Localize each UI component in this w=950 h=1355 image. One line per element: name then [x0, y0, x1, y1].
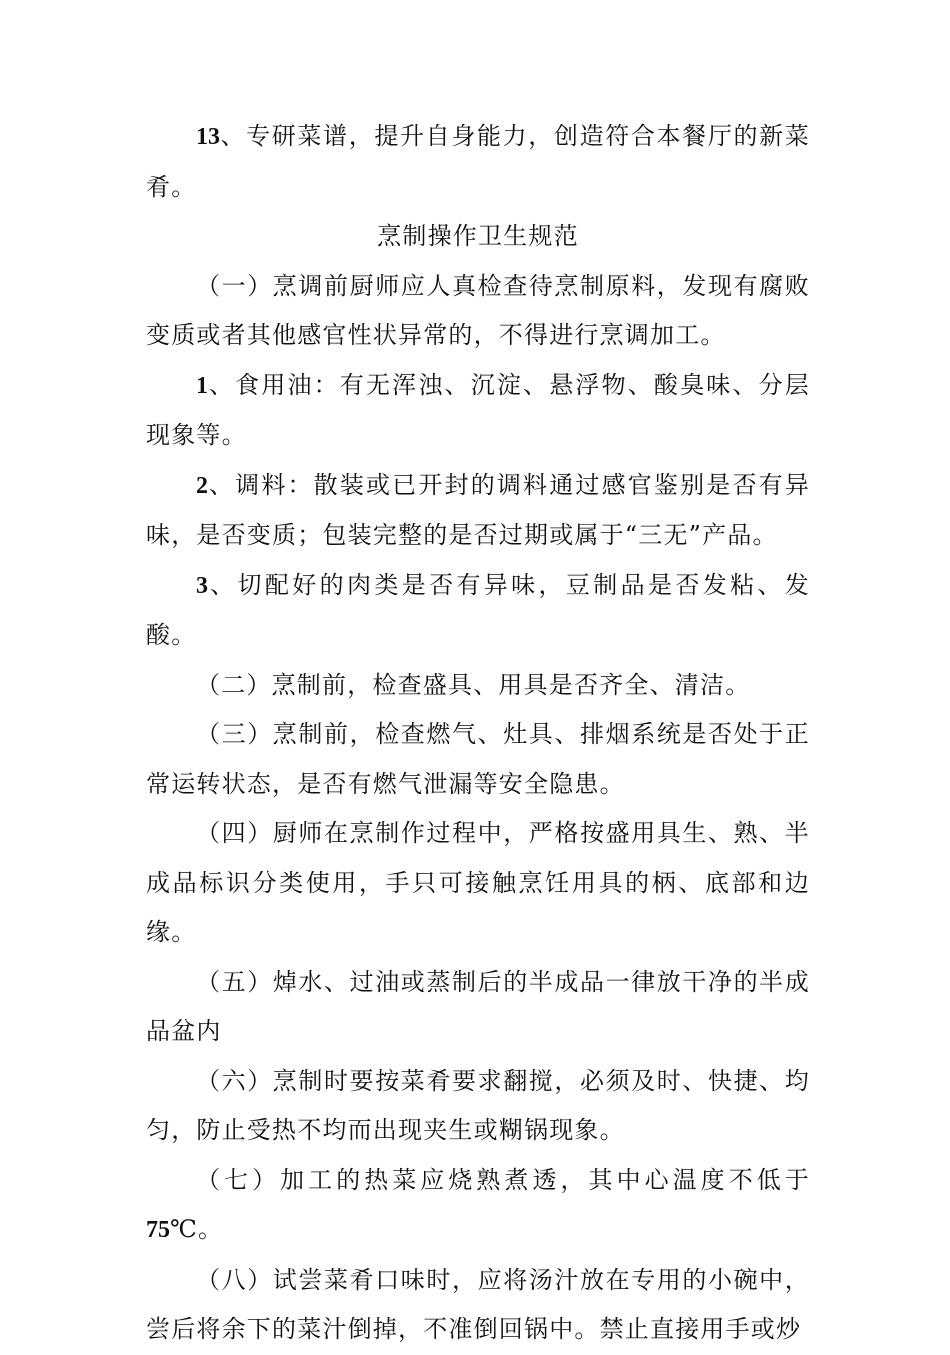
item-text: 、专研菜谱，提升自身能力，创造符合本餐厅的新菜肴。 — [146, 122, 810, 201]
item-text: 、食用油：有无浑浊、沉淀、悬浮物、酸臭味、分层现象等。 — [146, 370, 810, 449]
paragraph-4: （四）厨师在烹制作过程中，严格按盛用具生、熟、半成品标识分类使用，手只可接触烹饪用具的柄、底部和边缘。 — [146, 819, 810, 946]
paragraph-3: （三）烹制前，检查燃气、灶具、排烟系统是否处于正常运转状态，是否有燃气泄漏等安全隐患。 — [146, 720, 810, 798]
paragraph-5: （五）焯水、过油或蒸制后的半成品一律放干净的半成品盆内 — [146, 967, 810, 1045]
paragraph-2: （二）烹制前，检查盛具、用具是否齐全、清洁。 — [196, 670, 751, 699]
item-2 — [146, 461, 810, 561]
temperature-value: 75 — [146, 1217, 170, 1243]
paragraph-8: （八）试尝菜肴口味时，应将汤汁放在专用的小碗中，尝后将余下的菜汁倒掉，不准倒回锅中。禁止直接用手或炒 — [146, 1265, 810, 1343]
item-13 — [146, 112, 810, 212]
paragraph-7 — [146, 1156, 810, 1256]
temperature-unit: ℃。 — [170, 1215, 224, 1243]
item-number: 1 — [196, 372, 208, 399]
item-number: 3 — [196, 572, 208, 599]
paragraph-6: （六）烹制时要按菜肴要求翻搅，必须及时、快捷、均匀，防止受热不均而出现夹生或糊锅现象。 — [146, 1066, 810, 1144]
item-number: 2 — [196, 472, 208, 499]
section-heading: 烹制操作卫生规范 — [377, 222, 579, 250]
item-text: 、切配好的肉类是否有异味，豆制品是否发粘、发酸。 — [146, 570, 810, 649]
item-text: 、调料：散装或已开封的调料通过感官鉴别是否有异味，是否变质；包装完整的是否过期或属于“三无”产品。 — [146, 470, 810, 549]
item-1 — [146, 361, 810, 461]
paragraph-1: （一）烹调前厨师应人真检查待烹制原料，发现有腐败变质或者其他感官性状异常的，不得进行烹调加工。 — [146, 271, 810, 349]
paragraph-text: （七）加工的热菜应烧熟煮透，其中心温度不低于 — [196, 1165, 810, 1194]
item-number: 13 — [196, 124, 220, 150]
item-3 — [146, 561, 810, 661]
